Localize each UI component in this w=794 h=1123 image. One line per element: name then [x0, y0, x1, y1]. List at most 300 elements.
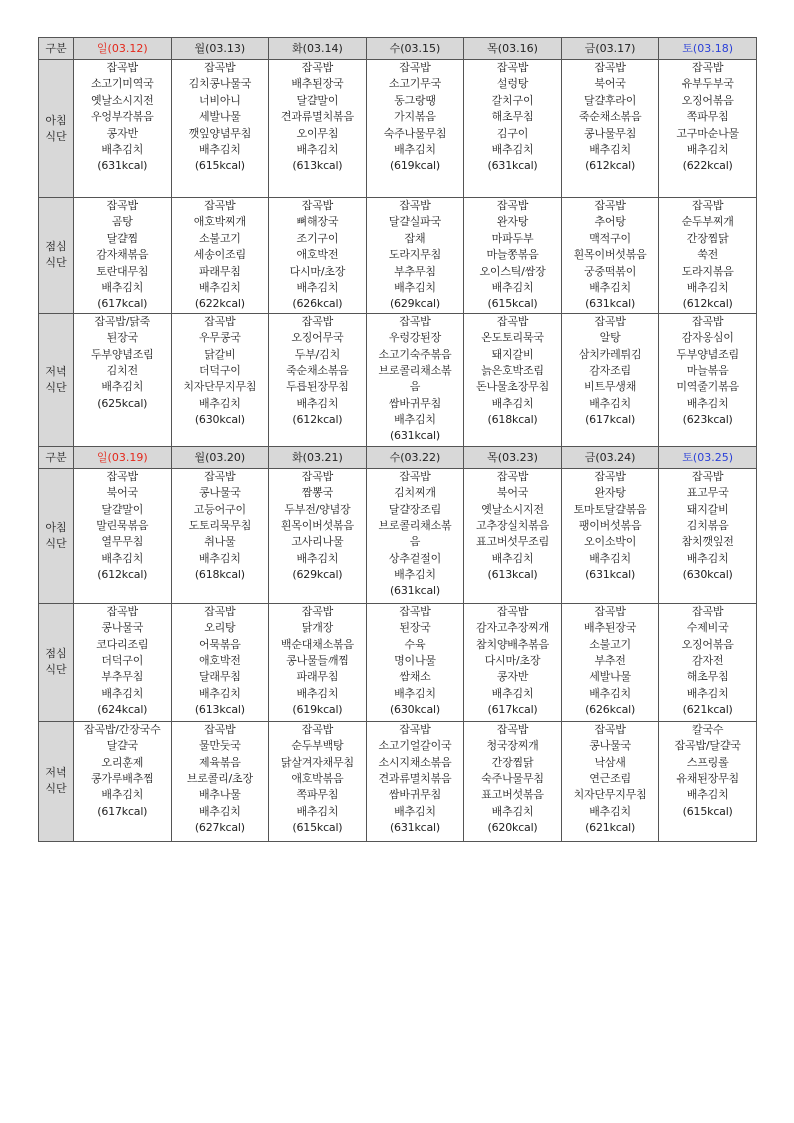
- menu-item: 간장찜닭: [491, 755, 534, 769]
- menu-cell: [171, 60, 269, 198]
- menu-item: 배추김치: [589, 551, 631, 565]
- calorie-value: (631kcal): [389, 429, 440, 443]
- menu-item: 오징어볶음: [681, 93, 734, 107]
- menu-item: 오징어볶음: [681, 637, 734, 651]
- menu-item: 잡곡밥/달걀국: [674, 739, 741, 753]
- menu-item: 열무무침: [101, 535, 144, 549]
- menu-item: 배추된장국: [584, 621, 637, 635]
- menu-item: 수육: [404, 637, 426, 651]
- menu-item: 도라지무침: [388, 248, 442, 262]
- menu-item: 알탕: [599, 331, 621, 345]
- menu-cell: [269, 468, 367, 603]
- day-header: 수(03.15): [366, 38, 464, 60]
- menu-item: 잡곡밥: [204, 314, 236, 328]
- menu-item: 마늘쫑볶음: [486, 248, 539, 262]
- calorie-value: (612kcal): [585, 159, 636, 173]
- menu-item: 배추김치: [394, 413, 436, 427]
- meal-row-dinner: [39, 313, 757, 446]
- menu-item: 어묵볶음: [198, 637, 241, 651]
- menu-item: 북어국: [594, 77, 626, 91]
- menu-cell: [269, 313, 367, 446]
- menu-item: 배추김치: [589, 804, 631, 818]
- menu-item: 마늘볶음: [686, 363, 729, 377]
- menu-cell: [74, 721, 172, 841]
- menu-item: 배추김치: [394, 568, 436, 582]
- menu-item: 쪽파무침: [686, 110, 729, 124]
- menu-item: 콩나물들깨찜: [286, 653, 349, 667]
- menu-item: 배추나물: [198, 788, 241, 802]
- menu-item: 콩나물국: [198, 486, 241, 500]
- menu-item: 배추김치: [491, 551, 534, 565]
- menu-item: 두부양념조림: [676, 347, 739, 361]
- menu-item: 조기구이: [296, 231, 339, 245]
- calorie-value: (621kcal): [585, 821, 636, 835]
- meal-row-lunch: [39, 198, 757, 314]
- meal-plan-table: [38, 37, 757, 842]
- calorie-value: (615kcal): [682, 804, 733, 818]
- menu-item: 북어국: [106, 486, 138, 500]
- menu-item: 브로콜리채소볶: [378, 518, 452, 532]
- menu-item: 콩자반: [106, 126, 138, 140]
- menu-item: 물만둣국: [198, 739, 241, 753]
- menu-item: 잡곡밥/닭죽: [94, 314, 151, 328]
- menu-item: 잡곡밥: [204, 604, 236, 618]
- menu-item: 순두부찌개: [681, 215, 734, 229]
- menu-item: 잡곡밥: [399, 722, 431, 736]
- menu-cell: [366, 313, 464, 446]
- menu-item: 낙삼새: [594, 755, 626, 769]
- menu-item: 순두부백탕: [291, 739, 344, 753]
- calorie-value: (617kcal): [585, 413, 636, 427]
- menu-item: 닭개장: [301, 621, 334, 635]
- menu-item: 쌈바귀무침: [388, 396, 442, 410]
- menu-item: 음: [409, 380, 421, 394]
- menu-item: 취나물: [204, 535, 236, 549]
- menu-item: 참치깻잎전: [681, 535, 734, 549]
- calorie-value: (612kcal): [97, 568, 148, 582]
- day-header: 토(03.25): [659, 446, 757, 468]
- menu-item: 치자단무지무침: [183, 380, 257, 394]
- menu-item: 달걀말이: [296, 93, 339, 107]
- menu-item: 배추김치: [198, 686, 241, 700]
- menu-item: 배추김치: [491, 686, 534, 700]
- menu-item: 배추김치: [686, 551, 729, 565]
- meal-label-text: 식단: [45, 380, 67, 394]
- menu-cell: [269, 603, 367, 721]
- menu-item: 잡곡밥: [106, 199, 138, 212]
- week-header-row: [39, 38, 757, 60]
- menu-item: 배추김치: [394, 804, 436, 818]
- menu-item: 다시마/초장: [484, 653, 541, 667]
- menu-item: 토란대무침: [96, 264, 149, 278]
- menu-item: 두부양념조림: [91, 347, 154, 361]
- menu-cell: [74, 60, 172, 198]
- menu-item: 숙주나물무침: [481, 771, 544, 785]
- calorie-value: (619kcal): [292, 703, 343, 717]
- menu-item: 배추김치: [296, 804, 339, 818]
- menu-item: 잡곡밥: [301, 722, 334, 736]
- meal-label-breakfast: [39, 60, 74, 198]
- menu-item: 잡곡밥: [399, 604, 431, 618]
- calorie-value: (631kcal): [585, 297, 636, 311]
- menu-item: 견과류멸치볶음: [280, 110, 354, 124]
- menu-item: 표고버섯무조림: [476, 535, 550, 549]
- menu-cell: [561, 198, 659, 314]
- menu-item: 맥적구이: [589, 231, 631, 245]
- menu-item: 완자탕: [496, 215, 529, 229]
- menu-item: 배추김치: [589, 280, 631, 294]
- menu-item: 우렁강된장: [388, 331, 442, 345]
- meal-label-text: 식단: [45, 782, 67, 796]
- menu-cell: [366, 721, 464, 841]
- menu-item: 잡곡밥: [692, 469, 724, 483]
- menu-item: 세발나물: [198, 110, 241, 124]
- day-header: 목(03.23): [464, 446, 562, 468]
- menu-item: 해초무침: [491, 110, 534, 124]
- menu-item: 배추김치: [491, 396, 534, 410]
- menu-item: 소고기숙주볶음: [378, 347, 452, 361]
- meal-plan-body: [39, 38, 757, 842]
- menu-item: 잡곡밥: [399, 61, 431, 74]
- menu-cell: [171, 603, 269, 721]
- menu-item: 소불고기: [198, 231, 241, 245]
- calorie-value: (631kcal): [97, 159, 148, 173]
- meal-row-lunch: [39, 603, 757, 721]
- menu-cell: [561, 603, 659, 721]
- menu-cell: [366, 198, 464, 314]
- menu-cell: [659, 468, 757, 603]
- menu-cell: [561, 721, 659, 841]
- calorie-value: (631kcal): [389, 584, 440, 598]
- menu-item: 오징어무국: [291, 331, 344, 345]
- menu-item: 가지볶음: [394, 110, 436, 124]
- menu-cell: [74, 313, 172, 446]
- calorie-value: (627kcal): [194, 821, 245, 835]
- menu-cell: [659, 198, 757, 314]
- calorie-value: (618kcal): [194, 568, 245, 582]
- menu-item: 잡곡밥: [204, 199, 236, 212]
- menu-item: 잡곡밥: [496, 469, 529, 483]
- menu-item: 배추김치: [296, 686, 339, 700]
- meal-row-breakfast: [39, 468, 757, 603]
- menu-item: 잡곡밥: [204, 469, 236, 483]
- menu-item: 배추김치: [589, 686, 631, 700]
- menu-item: 참치양배추볶음: [476, 637, 550, 651]
- menu-item: 애호박찌개: [193, 215, 246, 229]
- menu-item: 닭살겨자채무침: [280, 755, 354, 769]
- menu-cell: [659, 313, 757, 446]
- menu-cell: [464, 468, 562, 603]
- calorie-value: (617kcal): [487, 703, 538, 717]
- menu-item: 잡곡밥: [399, 199, 431, 212]
- menu-item: 잡곡밥: [301, 314, 334, 328]
- meal-label-text: 저녁: [45, 766, 67, 780]
- menu-item: 배추김치: [686, 686, 729, 700]
- calorie-value: (613kcal): [487, 568, 538, 582]
- menu-item: 설렁탕: [496, 77, 529, 91]
- day-header: 월(03.20): [171, 446, 269, 468]
- menu-item: 북어국: [496, 486, 529, 500]
- menu-item: 닭갈비: [204, 347, 236, 361]
- meal-label-text: 저녁: [45, 364, 67, 378]
- menu-item: 배추김치: [491, 280, 534, 294]
- meal-label-text: 식단: [45, 129, 67, 143]
- menu-item: 배추김치: [101, 380, 144, 394]
- meal-label-lunch: [39, 198, 74, 314]
- menu-item: 배추김치: [686, 788, 729, 802]
- menu-item: 잡곡밥: [496, 722, 529, 736]
- calorie-value: (629kcal): [389, 297, 440, 311]
- menu-item: 콩나물국: [589, 739, 631, 753]
- menu-item: 잡곡밥: [106, 604, 138, 618]
- menu-cell: [269, 198, 367, 314]
- menu-item: 잡곡밥: [692, 314, 724, 328]
- menu-item: 배추김치: [296, 280, 339, 294]
- calorie-value: (630kcal): [389, 703, 440, 717]
- menu-item: 잡곡밥: [399, 314, 431, 328]
- menu-item: 추어탕: [594, 215, 626, 229]
- menu-cell: [74, 198, 172, 314]
- meal-label-lunch: [39, 603, 74, 721]
- menu-item: 세송이조림: [193, 248, 246, 262]
- calorie-value: (615kcal): [194, 159, 245, 173]
- menu-item: 배추김치: [296, 396, 339, 410]
- menu-item: 잡곡밥: [594, 604, 626, 618]
- calorie-value: (622kcal): [194, 297, 245, 311]
- menu-item: 달걀실파국: [388, 215, 442, 229]
- meal-label-text: 식단: [45, 536, 67, 550]
- menu-item: 표고버섯볶음: [481, 788, 544, 802]
- menu-item: 삼치카레튀김: [578, 347, 642, 361]
- menu-item: 배추김치: [491, 804, 534, 818]
- menu-item: 부추무침: [394, 264, 436, 278]
- menu-item: 달걀장조림: [388, 502, 442, 516]
- menu-item: 늙은호박조림: [481, 363, 544, 377]
- menu-item: 고추장실치볶음: [476, 518, 550, 532]
- menu-item: 오이스틱/쌈장: [479, 264, 546, 278]
- day-header: 일(03.19): [74, 446, 172, 468]
- menu-item: 달걀찜: [106, 231, 138, 245]
- menu-item: 백순대채소볶음: [280, 637, 354, 651]
- menu-item: 흰목이버섯볶음: [280, 518, 354, 532]
- menu-item: 잡곡밥: [594, 314, 626, 328]
- meal-label-text: 식단: [45, 663, 67, 677]
- menu-cell: [366, 60, 464, 198]
- menu-item: 부추무침: [101, 670, 144, 684]
- meal-label-text: 점심: [45, 647, 67, 661]
- menu-item: 소고기무국: [388, 77, 442, 91]
- menu-item: 팽이버섯볶음: [578, 518, 642, 532]
- menu-item: 잡곡밥: [204, 61, 236, 74]
- menu-item: 오이무침: [296, 126, 339, 140]
- menu-item: 브로콜리/초장: [186, 771, 253, 785]
- calorie-value: (615kcal): [292, 821, 343, 835]
- calorie-value: (615kcal): [487, 297, 538, 311]
- menu-item: 갈치구이: [491, 93, 534, 107]
- menu-item: 소고기미역국: [91, 77, 154, 91]
- menu-item: 소불고기: [589, 637, 631, 651]
- menu-item: 마파두부: [491, 231, 534, 245]
- menu-item: 배추김치: [101, 686, 144, 700]
- calorie-value: (613kcal): [292, 159, 343, 173]
- menu-item: 스프링롤: [686, 755, 729, 769]
- menu-cell: [464, 313, 562, 446]
- menu-item: 애호박볶음: [291, 771, 344, 785]
- calorie-value: (621kcal): [682, 703, 733, 717]
- menu-item: 두부전/양념장: [284, 502, 351, 516]
- menu-item: 두릅된장무침: [286, 380, 349, 394]
- meal-label-breakfast: [39, 468, 74, 603]
- menu-cell: [74, 603, 172, 721]
- day-header: 화(03.21): [269, 446, 367, 468]
- menu-cell: [171, 198, 269, 314]
- calorie-value: (629kcal): [292, 568, 343, 582]
- menu-item: 쌈채소: [399, 670, 431, 684]
- calorie-value: (613kcal): [194, 703, 245, 717]
- menu-item: 잡곡밥: [106, 61, 138, 74]
- calorie-value: (612kcal): [682, 297, 733, 311]
- menu-item: 잡곡밥: [106, 469, 138, 483]
- menu-item: 명이나물: [394, 653, 436, 667]
- menu-cell: [171, 468, 269, 603]
- menu-item: 옛날소시지전: [481, 502, 544, 516]
- menu-item: 두부/김치: [294, 347, 341, 361]
- day-header: 월(03.13): [171, 38, 269, 60]
- menu-item: 소고기얼갈이국: [378, 739, 452, 753]
- calorie-value: (619kcal): [389, 159, 440, 173]
- menu-item: 토마토달걀볶음: [573, 502, 647, 516]
- menu-item: 잡곡밥: [496, 61, 529, 74]
- menu-cell: [561, 313, 659, 446]
- menu-item: 감자옹심이: [681, 331, 734, 345]
- menu-item: 음: [409, 535, 421, 549]
- calorie-value: (625kcal): [97, 396, 148, 410]
- menu-item: 죽순채소볶음: [578, 110, 642, 124]
- calorie-value: (617kcal): [97, 297, 148, 311]
- menu-item: 잡곡밥: [496, 604, 529, 618]
- calorie-value: (631kcal): [487, 159, 538, 173]
- menu-item: 더덕구이: [198, 363, 241, 377]
- menu-item: 배추김치: [198, 280, 241, 294]
- calorie-value: (631kcal): [389, 821, 440, 835]
- menu-item: 잡곡밥: [301, 61, 334, 74]
- menu-cell: [464, 721, 562, 841]
- menu-item: 수제비국: [686, 621, 729, 635]
- menu-item: 잡곡밥: [594, 199, 626, 212]
- menu-item: 배추김치: [589, 396, 631, 410]
- menu-item: 파래무침: [296, 670, 339, 684]
- day-header: 수(03.22): [366, 446, 464, 468]
- calorie-value: (630kcal): [194, 413, 245, 427]
- menu-item: 표고무국: [686, 486, 729, 500]
- menu-item: 치자단무지무침: [573, 788, 647, 802]
- calorie-value: (622kcal): [682, 159, 733, 173]
- menu-item: 잡곡밥: [301, 199, 334, 212]
- menu-item: 비트무생채: [584, 380, 637, 394]
- menu-item: 온도토리묵국: [481, 331, 544, 345]
- menu-item: 곰탕: [111, 215, 133, 229]
- menu-cell: [366, 468, 464, 603]
- day-header: 금(03.24): [561, 446, 659, 468]
- menu-item: 배추김치: [101, 551, 144, 565]
- menu-cell: [171, 721, 269, 841]
- menu-item: 돼지갈비: [491, 347, 534, 361]
- menu-item: 코다리조림: [96, 637, 149, 651]
- calorie-value: (631kcal): [585, 568, 636, 582]
- menu-item: 파래무침: [198, 264, 241, 278]
- menu-item: 달걀국: [106, 739, 138, 753]
- menu-item: 쌈바귀무침: [388, 788, 442, 802]
- menu-item: 달걀후라이: [584, 93, 637, 107]
- calorie-value: (623kcal): [682, 413, 733, 427]
- menu-cell: [269, 60, 367, 198]
- menu-item: 애호박전: [198, 653, 241, 667]
- day-header: 일(03.12): [74, 38, 172, 60]
- menu-item: 유채된장무침: [676, 771, 739, 785]
- menu-item: 달걀말이: [101, 502, 144, 516]
- menu-cell: [659, 603, 757, 721]
- meal-label-dinner: [39, 313, 74, 446]
- day-header: 금(03.17): [561, 38, 659, 60]
- menu-item: 잡곡밥: [594, 61, 626, 74]
- menu-item: 배추김치: [686, 396, 729, 410]
- menu-item: 잡곡밥: [692, 61, 724, 74]
- menu-item: 우엉부각볶음: [91, 110, 154, 124]
- menu-item: 다시마/초장: [289, 264, 346, 278]
- menu-item: 배추김치: [296, 142, 339, 156]
- menu-item: 콩자반: [496, 670, 529, 684]
- meal-row-dinner: [39, 721, 757, 841]
- menu-item: 김치볶음: [686, 518, 729, 532]
- menu-item: 달래무침: [198, 670, 241, 684]
- day-header: 토(03.18): [659, 38, 757, 60]
- menu-item: 감자고추장찌개: [476, 621, 550, 635]
- menu-cell: [366, 603, 464, 721]
- menu-item: 배추김치: [198, 551, 241, 565]
- menu-item: 배추김치: [394, 280, 436, 294]
- menu-item: 고구마순나물: [676, 126, 739, 140]
- menu-item: 뼈해장국: [296, 215, 339, 229]
- menu-item: 잡곡밥: [496, 199, 529, 212]
- menu-item: 깻잎양념무침: [188, 126, 252, 140]
- menu-item: 간장찜닭: [686, 231, 729, 245]
- menu-item: 김치찌개: [394, 486, 436, 500]
- menu-cell: [464, 60, 562, 198]
- menu-item: 배추된장국: [291, 77, 344, 91]
- menu-item: 된장국: [106, 331, 138, 345]
- menu-item: 연근조림: [589, 771, 631, 785]
- menu-item: 잡곡밥: [692, 199, 724, 212]
- menu-item: 소시지채소볶음: [378, 755, 452, 769]
- menu-item: 짬뽕국: [301, 486, 334, 500]
- calorie-value: (624kcal): [97, 703, 148, 717]
- meal-label-text: 식단: [45, 256, 67, 270]
- menu-item: 배추김치: [394, 142, 436, 156]
- menu-item: 쑥전: [697, 248, 719, 262]
- menu-item: 부추전: [594, 653, 626, 667]
- menu-item: 우무콩국: [198, 331, 241, 345]
- menu-cell: [269, 721, 367, 841]
- header-label: 구분: [39, 38, 74, 60]
- menu-item: 동그랑땡: [394, 93, 436, 107]
- menu-cell: [464, 198, 562, 314]
- menu-item: 배추김치: [296, 551, 339, 565]
- menu-item: 배추김치: [491, 142, 534, 156]
- menu-item: 오리탕: [204, 621, 236, 635]
- menu-item: 잡곡밥: [399, 469, 431, 483]
- menu-item: 너비아니: [198, 93, 241, 107]
- calorie-value: (626kcal): [292, 297, 343, 311]
